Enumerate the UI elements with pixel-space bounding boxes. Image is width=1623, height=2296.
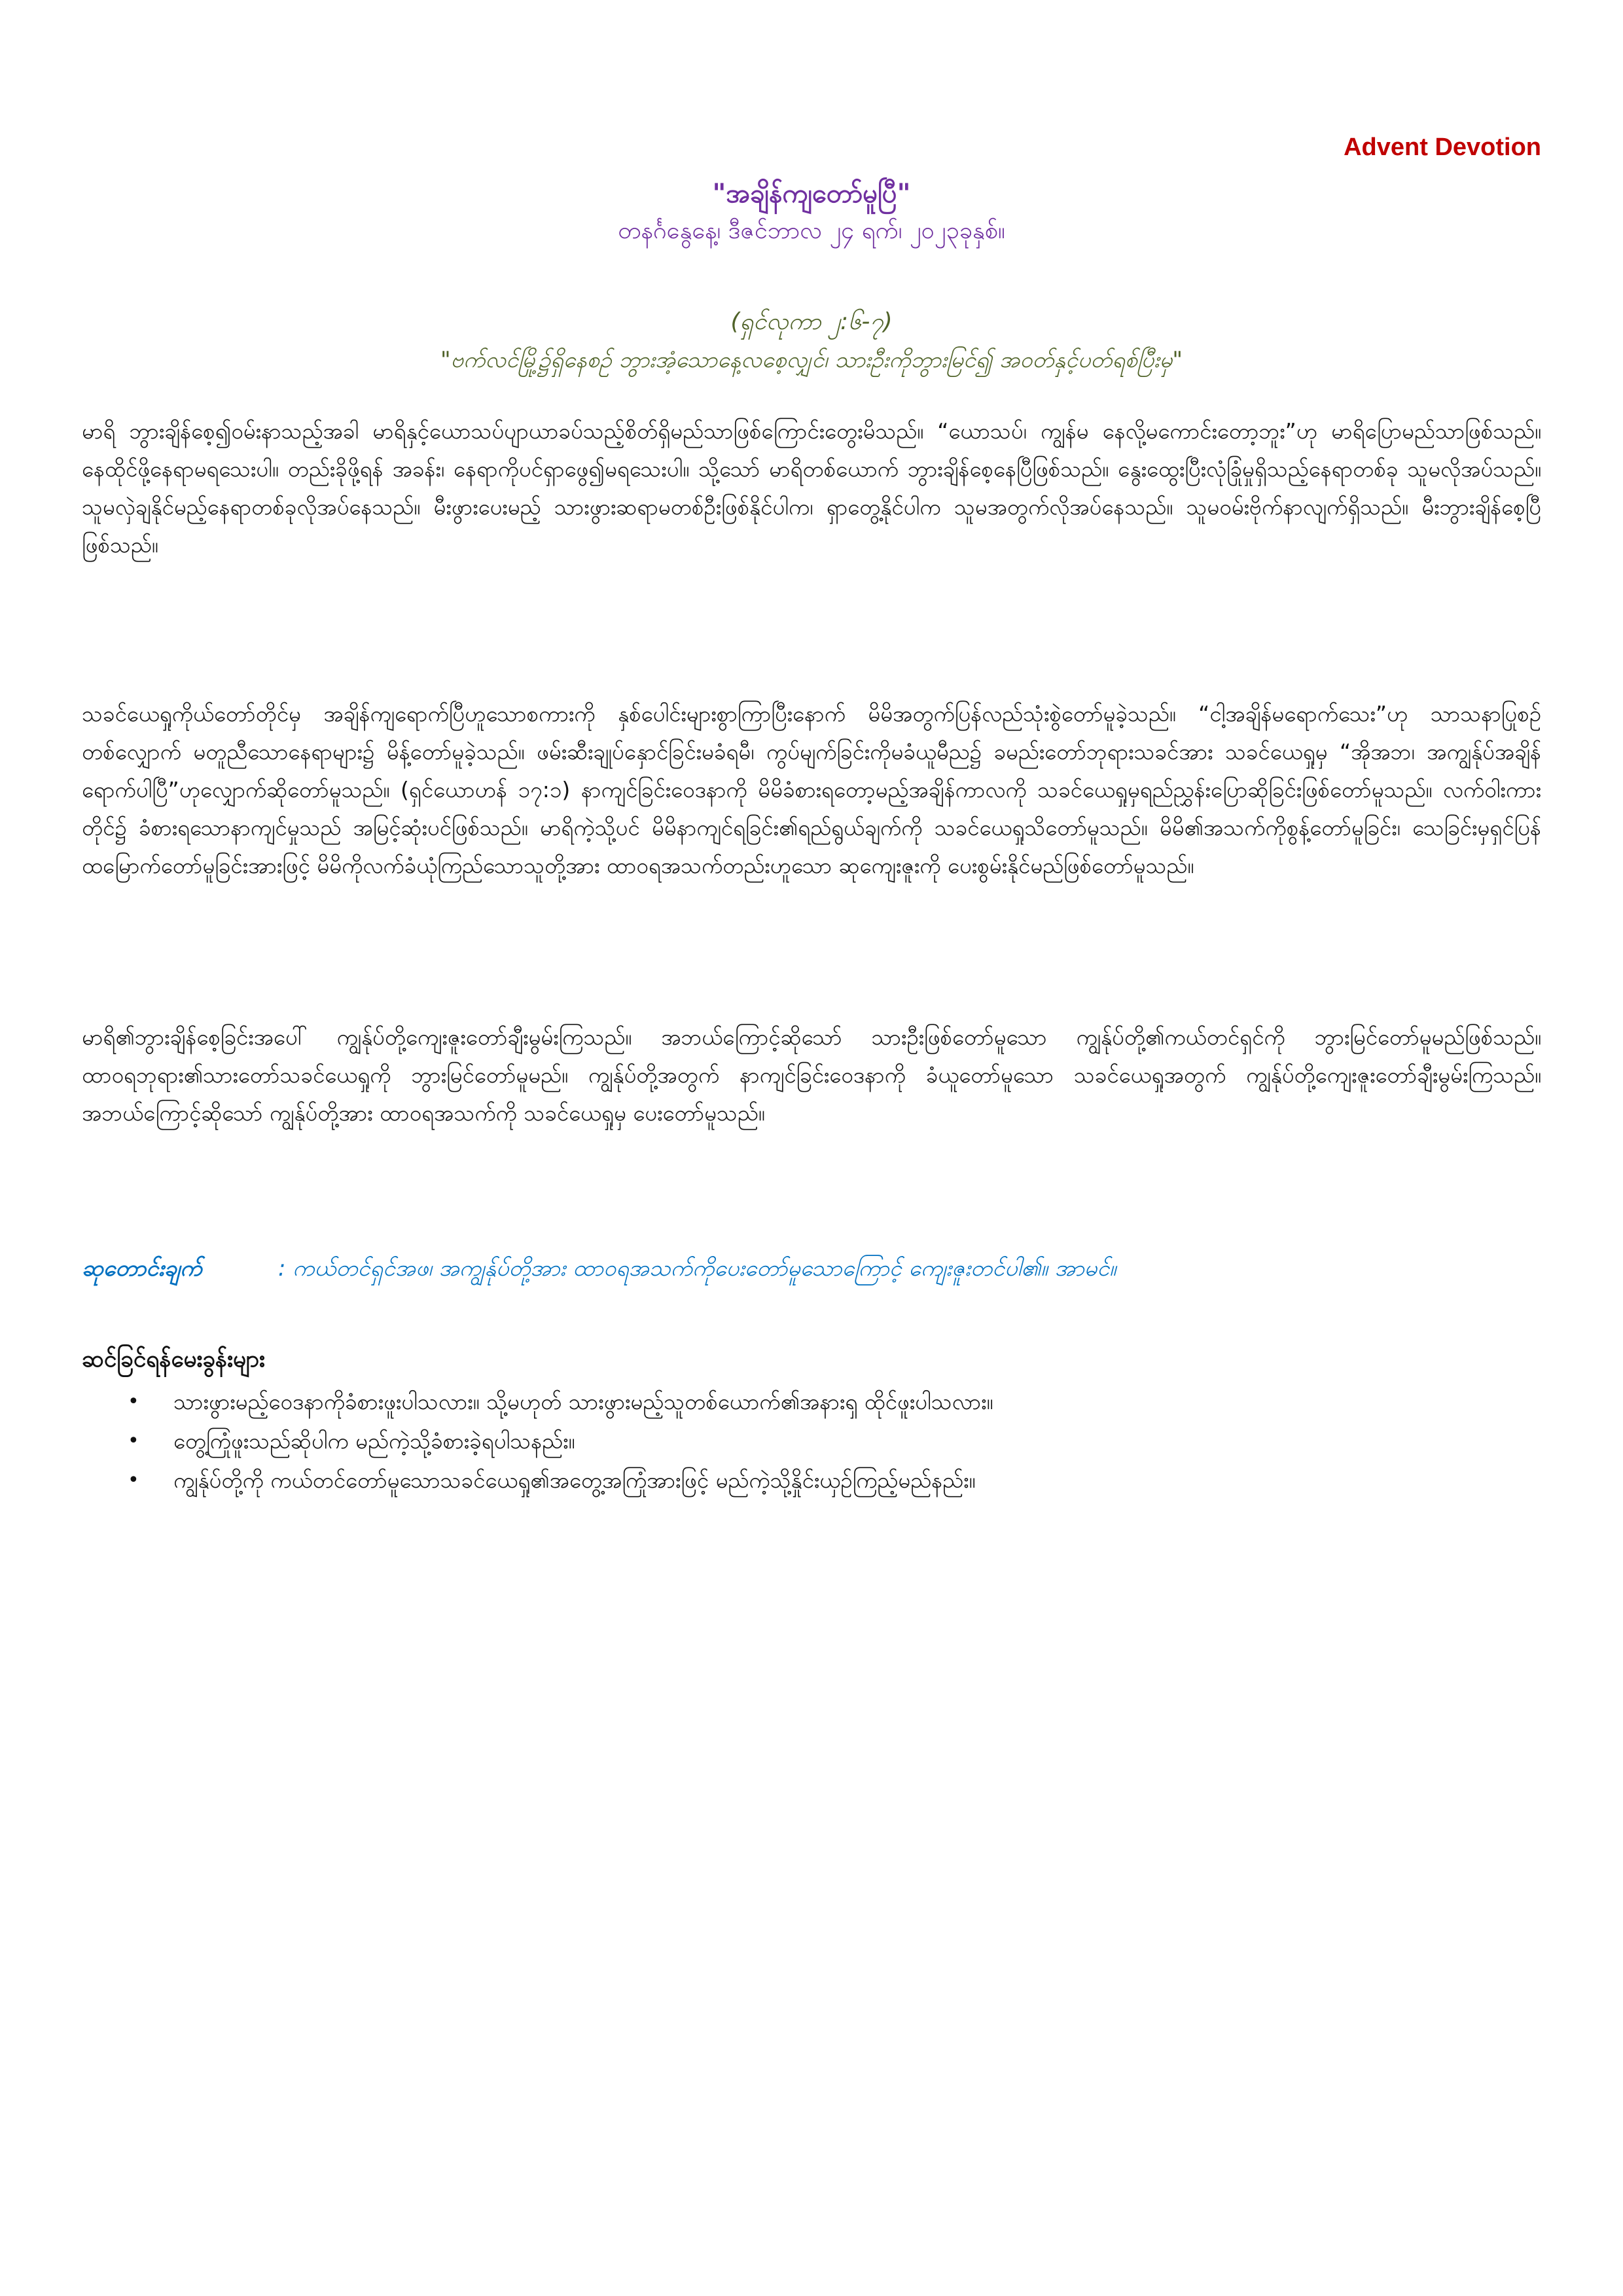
question-text: တွေ့ကြုံဖူးသည်ဆိုပါက မည်ကဲ့သို့ခံစားခဲ့ရပါသနည်း။ — [173, 1428, 575, 1454]
paragraph-2: သခင်ယေရှုကိုယ်တော်တိုင်မှ အချိန်ကျရောက်ပြီဟူသောစကားကို နှစ်ပေါင်းများစွာကြာပြီးနောက် မိမိအတွက်ပြန်လည်သုံးစွဲတော်မူခဲ့သည်။ “ငါ့အချိန်မရောက်သေး”ဟု သာသနာပြုစဉ်တစ်လျှောက် မတူညီသောနေရာများ၌ မိန့်တော်မူခဲ့သည်။ ဖမ်းဆီးချုပ်နှောင်ခြင်းမခံရမီ၊ ကွပ်မျက်ခြင်းကိုမခံယူမီည၌ ခမည်းတော်ဘုရားသခင်အား သခင်ယေရှုမှ “အိုအဘ၊ အကျွန်ုပ်အချိန်ရောက်ပါပြီ”ဟုလျှောက်ဆိုတော်မူသည်။ (ရှင်ယောဟန် ၁၇:၁) နာကျင်ခြင်းဝေဒနာကို မိမိခံစားရတော့မည့်အချိန်ကာလကို သခင်ယေရှုမှရည်ညွှန်းပြောဆိုခြင်းဖြစ်တော်မူသည်။ လက်ဝါးကားတိုင်၌ ခံစားရသောနာကျင်မှုသည် အမြင့်ဆုံးပင်ဖြစ်သည်။ မာရိကဲ့သို့ပင် မိမိနာကျင်ရခြင်း၏ရည်ရွယ်ချက်ကို သခင်ယေရှုသိတော်မူသည်။ မိမိ၏အသက်ကိုစွန့်တော်မူခြင်း၊ သေခြင်းမှရှင်ပြန်ထမြောက်တော်မူခြင်းအားဖြင့် မိမိကိုလက်ခံယုံကြည်သောသူတို့အား ထာဝရအသက်တည်းဟူသော ဆုကျေးဇူးကို ပေးစွမ်းနိုင်မည်ဖြစ်တော်မူသည်။ — [82, 701, 1541, 878]
bullet-icon: • — [128, 1390, 139, 1413]
verse-reference: (ရှင်လုကာ ၂:၆-၇) — [730, 308, 893, 335]
verse-block — [82, 302, 1541, 378]
reflection-questions — [82, 1340, 1541, 1500]
question-text: သားဖွားမည့်ဝေဒနာကိုခံစားဖူးပါသလား။ သို့မဟုတ် သားဖွားမည့်သူတစ်ယောက်၏အနားၡ ထိုင်ဖူးပါသလား။ — [173, 1389, 993, 1414]
header-tag: Advent Devotion — [1344, 134, 1541, 161]
questions-list — [82, 1382, 1541, 1500]
list-item — [82, 1461, 1541, 1500]
devotion-date: တနင်္ဂနွေနေ့၊ ဒီဇင်ဘာလ ၂၄ ရက်၊ ၂၀၂၃ခုနှစ်။ — [618, 217, 1005, 244]
prayer-text: : ကယ်တင်ရှင်အဖ၊ အကျွန်ုပ်တို့အား ထာဝရအသက်ကိုပေးတော်မူသောကြောင့် ကျေးဇူးတင်ပါ၏။ အာမင်။ — [278, 1255, 1116, 1282]
prayer — [82, 1250, 1541, 1287]
verse-text: "ဗက်လင်မြို့၌ရှိနေစဉ် ဘွားအံ့သောနေ့လစေ့လျှင်၊ သားဦးကိုဘွားမြင်၍ အဝတ်နှင့်ပတ်ရစ်ပြီးမှ" — [440, 347, 1183, 373]
title-block — [82, 175, 1541, 250]
prayer-label: ဆုတောင်းချက် — [82, 1255, 202, 1282]
document-page — [82, 0, 1541, 2296]
list-item — [82, 1422, 1541, 1461]
paragraph-3: မာရိ၏ဘွားချိန်စေ့ခြင်းအပေါ် ကျွန်ုပ်တို့ကျေးဇူးတော်ချီးမွမ်းကြသည်။ အဘယ်ကြောင့်ဆိုသော် သားဦးဖြစ်တော်မူသော ကျွန်ုပ်တို့၏ကယ်တင်ရှင်ကို ဘွားမြင်တော်မူမည်ဖြစ်သည်။ ထာဝရဘုရား၏သားတော်သခင်ယေရှုကို ဘွားမြင်တော်မူမည်။ ကျွန်ုပ်တို့အတွက် နာကျင်ခြင်းဝေဒနာကို ခံယူတော်မူသော သခင်ယေရှုအတွက် ကျွန်ုပ်တို့ကျေးဇူးတော်ချီးမွမ်းကြသည်။ အဘယ်ကြောင့်ဆိုသော် ကျွန်ုပ်တို့အား ထာဝရအသက်ကို သခင်ယေရှုမှ ပေးတော်မူသည်။ — [82, 1024, 1541, 1126]
bullet-icon: • — [128, 1429, 139, 1452]
question-text: ကျွန်ုပ်တို့ကို ကယ်တင်တော်မူသောသခင်ယေရှု၏အတွေ့အကြုံအားဖြင့် မည်ကဲ့သို့နှိုင်းယှဉ်ကြည့်မည်နည်း။ — [173, 1467, 976, 1493]
paragraph-1: မာရိ ဘွားချိန်စေ့၍ဝမ်းနာသည့်အခါ မာရိနှင့်ယောသပ်ပျာယာခပ်သည့်စိတ်ရှိမည်သာဖြစ်ကြောင်းတွေးမိသည်။ “ယောသပ်၊ ကျွန်မ နေလို့မကောင်းတော့ဘူး”ဟု မာရိပြောမည်သာဖြစ်သည်။ နေထိုင်ဖို့နေရာမရသေးပါ။ တည်းခိုဖို့ရန် အခန်း၊ နေရာကိုပင်ရှာဖွေ၍မရသေးပါ။ သို့သော် မာရိတစ်ယောက် ဘွားချိန်စေ့နေပြီဖြစ်သည်။ နွေးထွေးပြီးလုံခြုံမှုရှိသည့်နေရာတစ်ခု သူမလိုအပ်သည်။ သူမလှဲချနိုင်မည့်နေရာတစ်ခုလိုအပ်နေသည်။ မီးဖွားပေးမည့် သားဖွားဆရာမတစ်ဦးဖြစ်နိုင်ပါက၊ ရှာတွေ့နိုင်ပါက သူမအတွက်လိုအပ်နေသည်။ သူမဝမ်းဗိုက်နာလျက်ရှိသည်။ မီးဘွားချိန်စေ့ပြီဖြစ်သည်။ — [82, 418, 1541, 558]
devotion-title: "အချိန်ကျတော်မူပြီ" — [712, 179, 911, 209]
questions-title: ဆင်ခြင်ရန်မေးခွန်းများ — [82, 1346, 265, 1372]
list-item — [82, 1382, 1541, 1422]
bullet-icon: • — [128, 1469, 139, 1492]
